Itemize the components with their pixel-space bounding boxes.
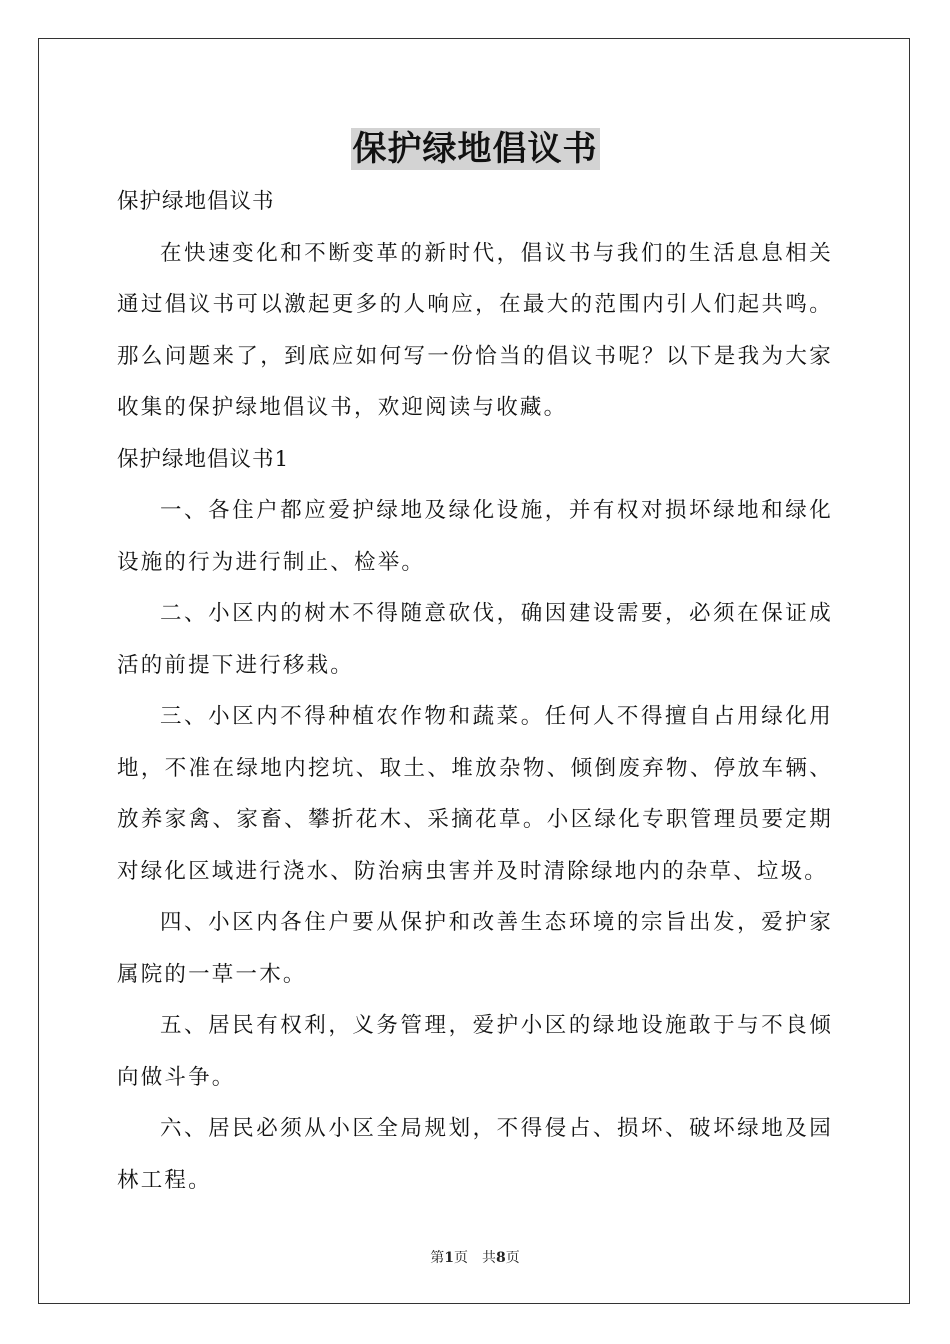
section-heading: 保护绿地倡议书1: [117, 446, 290, 472]
page-footer: [0, 1247, 950, 1267]
document-title: 保护绿地倡议书: [352, 129, 598, 169]
intro-paragraph: 在快速变化和不断变革的新时代，倡议书与我们的生活息息相关通过倡议书可以激起更多的人响应，在最大的范围内引人们起共鸣。那么问题来了，到底应如何写一份恰当的倡议书呢？以下是我为大家收集的保护绿地倡议书，欢迎阅读与收藏。: [117, 240, 833, 420]
footer-mid: 页 共: [454, 1250, 496, 1266]
paragraph-2: 二、小区内的树木不得随意砍伐，确因建设需要，必须在保证成活的前提下进行移栽。: [117, 601, 833, 678]
footer-page-number: 1: [444, 1250, 454, 1266]
document-subtitle: 保护绿地倡议书: [117, 189, 275, 214]
paragraph-3: 三、小区内不得种植农作物和蔬菜。任何人不得擅自占用绿化用地，不准在绿地内挖坑、取土、堆放杂物、倾倒废弃物、停放车辆、放养家禽、家畜、攀折花木、采摘花草。小区绿化专职管理员要定期对绿化区域进行浇水、防治病虫害并及时清除绿地内的杂草、垃圾。: [117, 704, 833, 884]
paragraph-6: 六、居民必须从小区全局规划，不得侵占、损坏、破坏绿地及园林工程。: [117, 1116, 833, 1193]
paragraph-4: 四、小区内各住户要从保护和改善生态环境的宗旨出发，爱护家属院的一草一木。: [117, 910, 833, 987]
footer-suffix: 页: [505, 1250, 520, 1266]
paragraph-5: 五、居民有权利，义务管理，爱护小区的绿地设施敢于与不良倾向做斗争。: [117, 1013, 833, 1090]
title-container: [0, 128, 950, 170]
footer-page-total: 8: [496, 1250, 506, 1266]
paragraph-1: 一、各住户都应爱护绿地及绿化设施，并有权对损坏绿地和绿化设施的行为进行制止、检举。: [117, 498, 833, 575]
footer-prefix: 第: [430, 1250, 445, 1266]
document-body: [117, 176, 833, 1206]
